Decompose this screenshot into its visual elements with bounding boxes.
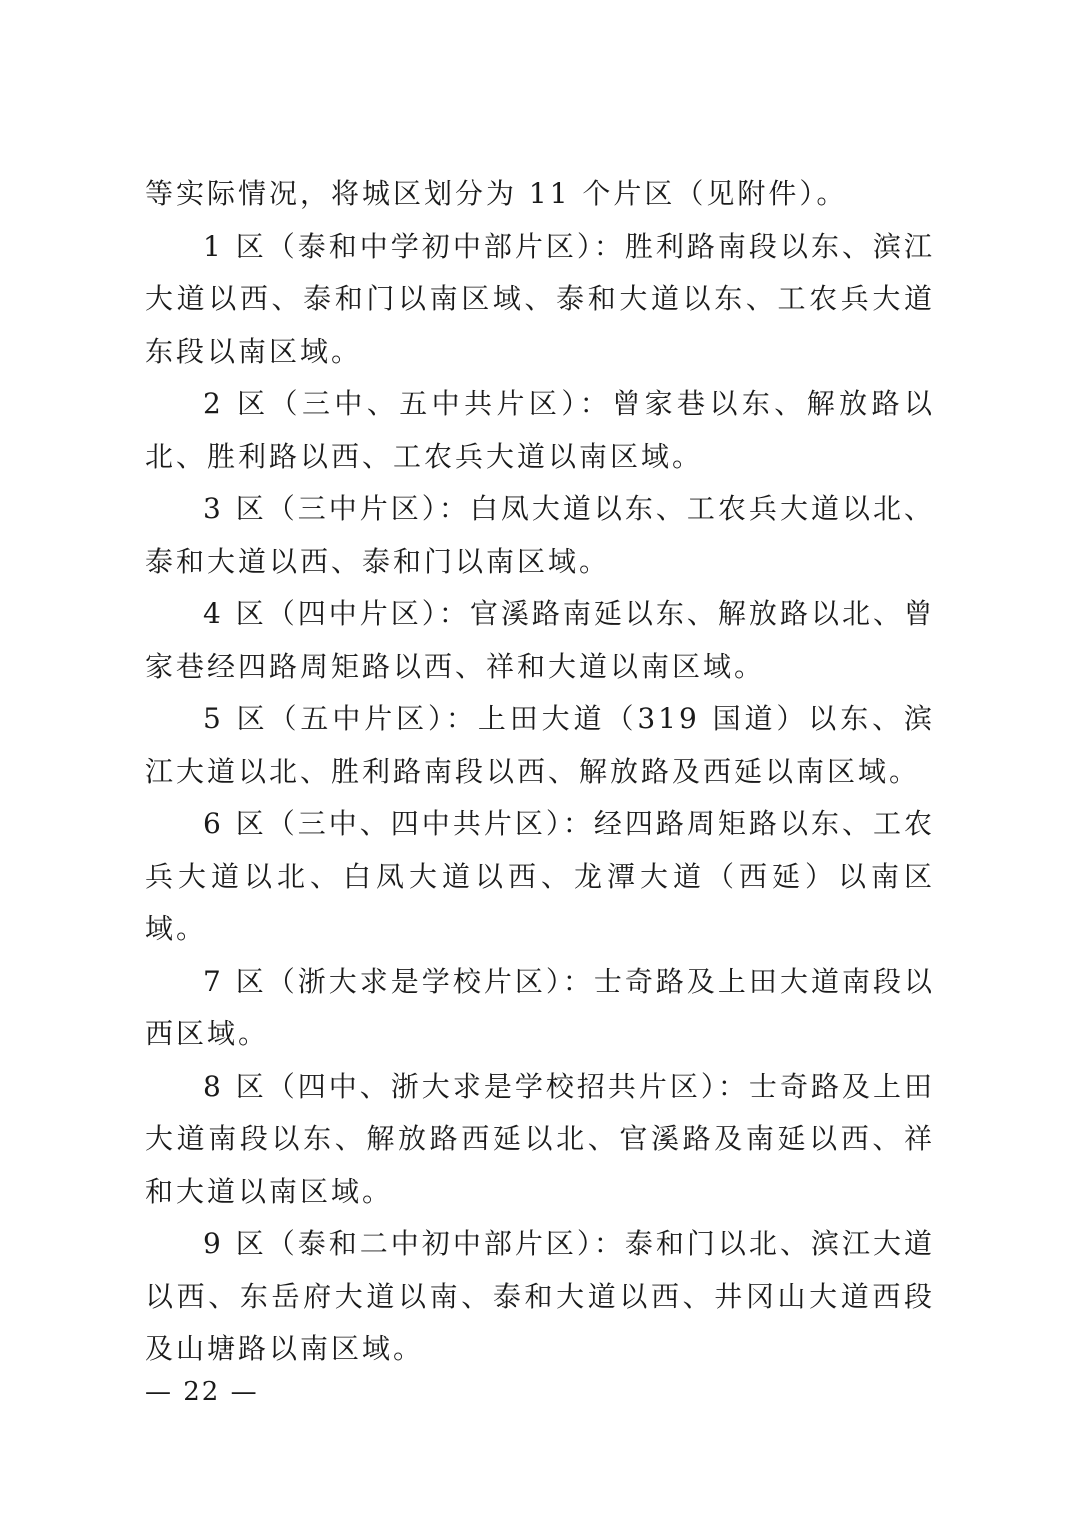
paragraph-zone-6: 6 区（三中、四中共片区）：经四路周矩路以东、工农兵大道以北、白凤大道以西、龙潭大道（西延）以南区域。 [145,807,935,945]
paragraph-zone-8: 8 区（四中、浙大求是学校招共片区）：士奇路及上田大道南段以东、解放路西延以北、官溪路及南延以西、祥和大道以南区域。 [145,1069,935,1208]
paragraph-zone-5: 5 区（五中片区）：上田大道（319 国道）以东、滨江大道以北、胜利路南段以西、解放路及西延以南区域。 [145,702,935,788]
paragraph-intro: 等实际情况，将城区划分为 11 个片区（见附件）。 [145,177,848,210]
paragraph-zone-2: 2 区（三中、五中共片区）：曾家巷以东、解放路以北、胜利路以西、工农兵大道以南区域。 [145,387,935,473]
paragraph-zone-3: 3 区（三中片区）：白凤大道以东、工农兵大道以北、泰和大道以西、泰和门以南区域。 [145,492,935,578]
document-body [145,168,935,1376]
page-number: — 22 — [145,1377,259,1407]
paragraph-zone-4: 4 区（四中片区）：官溪路南延以东、解放路以北、曾家巷经四路周矩路以西、祥和大道以南区域。 [145,597,935,683]
paragraph-zone-1: 1 区（泰和中学初中部片区）：胜利路南段以东、滨江大道以西、泰和门以南区域、泰和大道以东、工农兵大道东段以南区域。 [145,229,935,368]
paragraph-zone-7: 7 区（浙大求是学校片区）：士奇路及上田大道南段以西区域。 [145,964,935,1050]
paragraph-zone-9: 9 区（泰和二中初中部片区）：泰和门以北、滨江大道以西、东岳府大道以南、泰和大道以西、井冈山大道西段及山塘路以南区域。 [145,1227,935,1365]
